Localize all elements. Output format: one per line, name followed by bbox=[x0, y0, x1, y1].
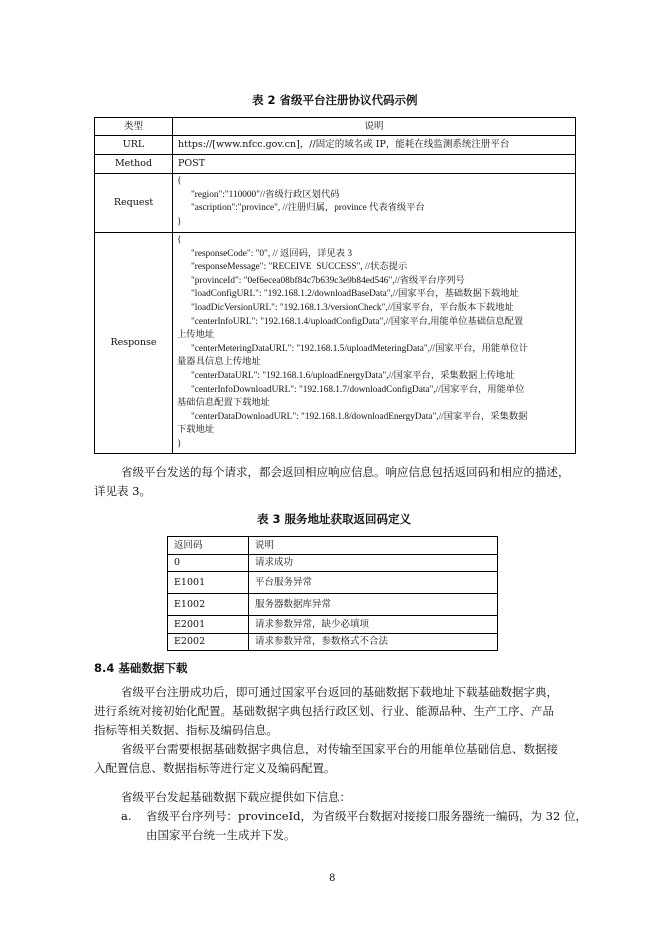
table2-url-label: URL bbox=[95, 136, 173, 155]
paragraph-1: 省级平台发送的每个请求，都会返回相应响应信息。响应信息包括返回码和相应的描述， bbox=[121, 465, 570, 479]
table2-row-method bbox=[95, 155, 576, 174]
list-item-marker: a. bbox=[121, 809, 132, 823]
return-code: 0 bbox=[168, 554, 249, 572]
table2-header-desc: 说明 bbox=[173, 118, 576, 136]
table3-caption: 表 3 服务地址获取返回码定义 bbox=[257, 512, 412, 526]
table2-response-label: Response bbox=[95, 233, 173, 454]
table-row bbox=[168, 594, 498, 616]
list-item-a-line2: 由国家平台统一生成并下发。 bbox=[146, 828, 296, 842]
table-row bbox=[168, 616, 498, 634]
table2-request-label: Request bbox=[95, 174, 173, 233]
table-row bbox=[168, 572, 498, 594]
table2-response-code: { "responseCode": "0", // 返回码，详见表 3 "responseMessage": "RECEIVE SUCCESS", //状态提示 "provinceId": "0ef6ecea08bf84c7b639c3e9b84ed546",//省级平台序列号 "loadConfigURL": "192.168.1.2/downloadBaseData",//国家平台，基础数据下载地址 "loadDicVersionURL": "192.168.1.3/versionCheck",//国家平台，平台版本下载地址 "centerInfoURL": "192.168.1.4/uploadConfigData",//国家平台,用能单位基础信息配置 上传地址 "centerMeteringDataURL": "192.168.1.5/uploadMeteringData",//国家平台，用能单位计 量器具信息上传地址 "centerDataURL": "192.168.1.6/uploadEnergyData",//国家平台，采集数据上传地址 "centerInfoDownloadURL": "192.168.1.7/downloadConfigData",//国家平台，用能单位 基础信息配置下载地址 "centerDataDownloadURL": "192.168.1.8/downloadEnergyData",//国家平台，采集数据 下载地址 } bbox=[173, 233, 576, 454]
return-desc: 请求参数异常，缺少必填项 bbox=[249, 616, 498, 634]
paragraph-2-line2: 进行系统对接初始化配置。基础数据字典包括行政区划、行业、能源品种、生产工序、产品 bbox=[94, 704, 554, 718]
table2-method-value: POST bbox=[173, 155, 576, 174]
return-code: E1002 bbox=[168, 594, 249, 616]
table3-header-desc: 说明 bbox=[249, 537, 498, 555]
table2-row-response bbox=[95, 233, 576, 454]
table2-header-type: 类型 bbox=[95, 118, 173, 136]
section-heading: 8.4 基础数据下载 bbox=[94, 661, 188, 675]
table-row bbox=[168, 554, 498, 572]
table3-header-code: 返回码 bbox=[168, 537, 249, 555]
return-desc: 平台服务异常 bbox=[249, 572, 498, 594]
return-code: E2001 bbox=[168, 616, 249, 634]
table3-header-row bbox=[168, 537, 498, 555]
table2 bbox=[94, 117, 576, 454]
table2-request-code: { "region":"110000"//省级行政区划代码 "ascription":"province", //注册归属，province 代表省级平台 } bbox=[173, 174, 576, 233]
return-code: E2002 bbox=[168, 633, 249, 651]
paragraph-4: 省级平台发起基础数据下载应提供如下信息： bbox=[121, 790, 351, 804]
table-row bbox=[168, 633, 498, 651]
paragraph-3: 省级平台需要根据基础数据字典信息，对传输至国家平台的用能单位基础信息、数据接 bbox=[121, 742, 558, 756]
paragraph-2-line3: 指标等相关数据、指标及编码信息。 bbox=[94, 723, 278, 737]
table2-caption: 表 2 省级平台注册协议代码示例 bbox=[252, 93, 418, 107]
table2-method-label: Method bbox=[95, 155, 173, 174]
return-desc: 请求参数异常，参数格式不合法 bbox=[249, 633, 498, 651]
list-item-a: 省级平台序列号：provinceId，为省级平台数据对接接口服务器统一编码，为 32 位， bbox=[146, 809, 587, 823]
paragraph-3-line2: 入配置信息、数据指标等进行定义及编码配置。 bbox=[94, 761, 336, 775]
return-code: E1001 bbox=[168, 572, 249, 594]
table2-row-request bbox=[95, 174, 576, 233]
table2-header-row bbox=[95, 118, 576, 136]
table2-url-value: https://[www.nfcc.gov.cn]，//固定的域名或 IP，能耗在线监测系统注册平台 bbox=[173, 136, 576, 155]
paragraph-1-cont: 详见表 3。 bbox=[94, 484, 151, 498]
table2-row-url bbox=[95, 136, 576, 155]
return-desc: 请求成功 bbox=[249, 554, 498, 572]
paragraph-2: 省级平台注册成功后，即可通过国家平台返回的基础数据下载地址下载基础数据字典， bbox=[121, 685, 558, 699]
table3 bbox=[167, 536, 498, 651]
return-desc: 服务器数据库异常 bbox=[249, 594, 498, 616]
page-number: 8 bbox=[329, 873, 336, 884]
